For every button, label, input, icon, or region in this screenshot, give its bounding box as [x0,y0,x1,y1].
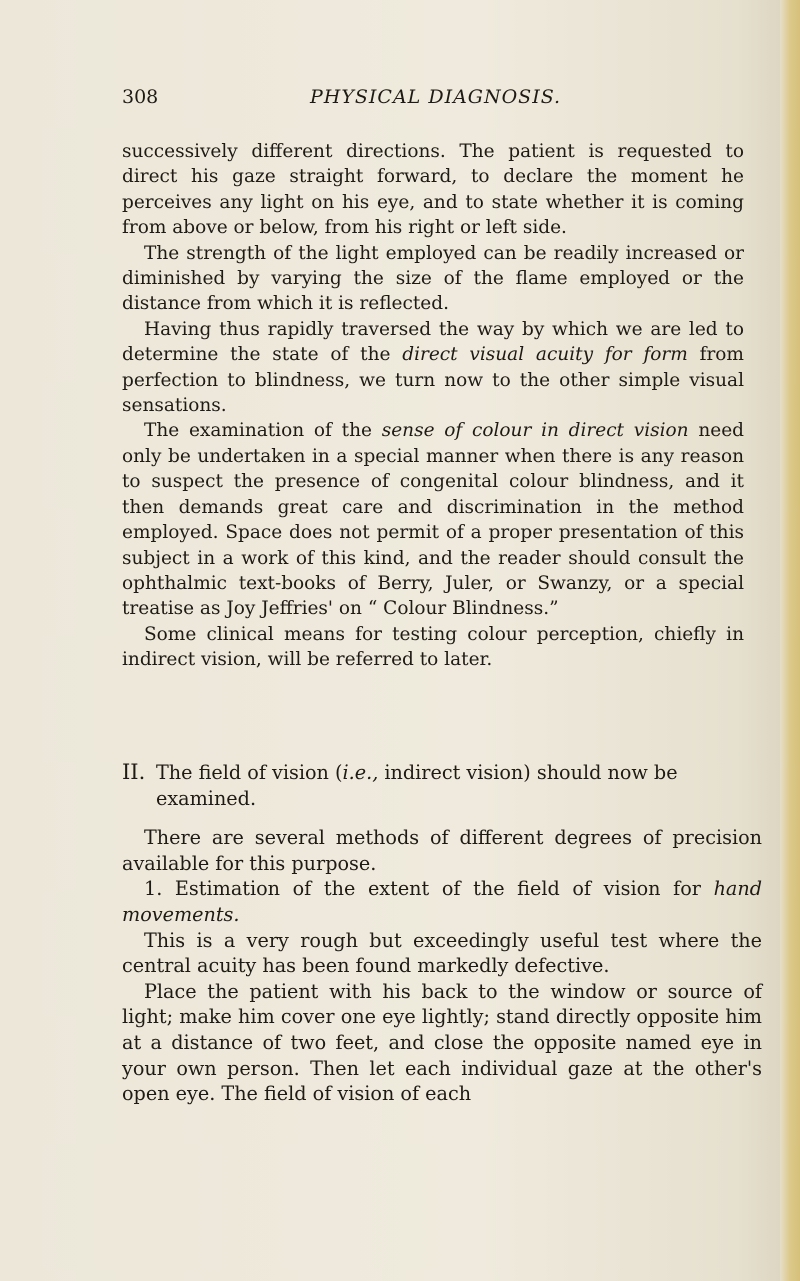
page-edge [780,0,800,1281]
paragraph: There are several methods of different degrees of precision available for this purpose. [122,826,762,875]
section-number: II. [122,760,146,784]
paragraph: The examination of the sense of colour in direct vision need only be undertaken in a special manner when there is any reason to suspect the presence of congenital colour blindness, and it then demands great care and discrimination in the method employed. Space does not permit of a proper presentation of this subject in a work of this kind, and the reader should consult the ophthalmic text-books of Berry, Juler, or Swanzy, or a special treatise as Joy Jeffries' on “ Colour Blindness.” [122,420,744,620]
section-text: The field of vision (i.e., indirect vision) should now be examined. [156,761,678,810]
emphasis: hand movements. [122,877,762,926]
emphasis: sense of colour in direct vision [381,420,689,442]
section-heading [122,760,762,811]
paragraph: Place the patient with his back to the window or source of light; make him cover one eye lightly; stand directly opposite him at a distance of two feet, and close the opposite named eye in your own person. Then let each individual gaze at the other's open eye. The field of vision of each [122,979,762,1106]
paragraph: successively different directions. The patient is requested to direct his gaze straight forward, to declare the moment he perceives any light on his eye, and to state whether it is coming from above or below, from his right or left side. [122,141,744,239]
paragraph: The strength of the light employed can be readily increased or diminished by varying the size of the flame employed or the distance from which it is reflected. [122,242,744,315]
lower-text [122,760,762,1107]
paragraph: Some clinical means for testing colour perception, chiefly in indirect vision, will be referred to later. [122,623,744,671]
paragraph: Having thus rapidly traversed the way by which we are led to determine the state of the direct visual acuity for form from perfection to blindness, we turn now to the other simple visual sensations. [122,318,744,417]
paragraph: 1. Estimation of the extent of the field of vision for hand movements. [122,877,762,926]
emphasis: direct visual acuity for form [402,344,688,366]
paragraph: This is a very rough but exceedingly useful test where the central acuity has been found markedly defective. [122,928,762,978]
body-text [122,139,744,673]
page-number: 308 [122,86,159,108]
page-header [122,86,742,116]
running-title: PHYSICAL DIAGNOSIS. [310,86,562,108]
